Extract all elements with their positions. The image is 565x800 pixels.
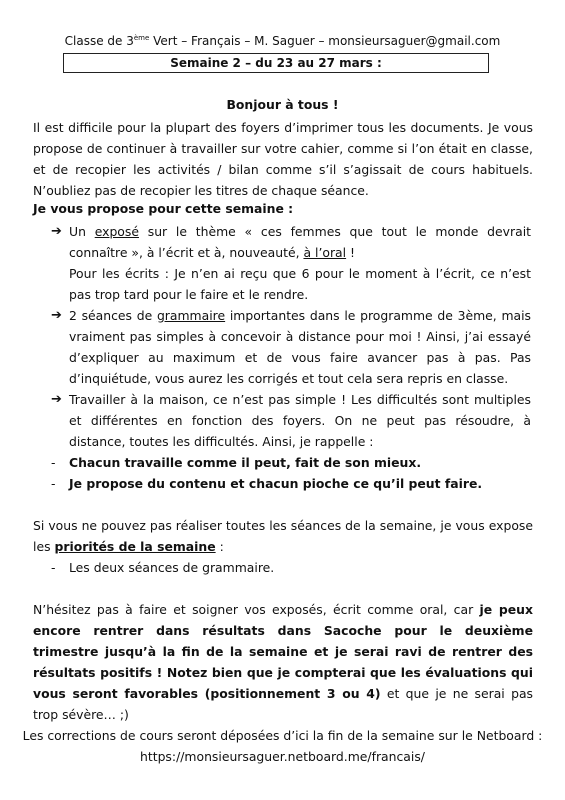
text: 2 séances de: [69, 308, 157, 323]
text: Un: [69, 224, 95, 239]
header-sup: ème: [133, 34, 150, 42]
encourage-paragraph: [33, 599, 533, 725]
bullet-expose: [69, 221, 531, 305]
corrections-text: Les corrections de cours seront déposées d’ici la fin de la semaine sur le Netboard :: [22, 728, 543, 743]
priorities-label: priorités de la semaine: [54, 539, 216, 554]
underlined-oral: à l’oral: [303, 245, 347, 260]
week-title-box: [63, 53, 489, 73]
underlined-expose: exposé: [94, 224, 139, 239]
bullet-home-work: Travailler à la maison, ce n’est pas simple ! Les difficultés sont multiples et différentes en fonction des foyers. On ne peut pas résoudre, à distance, toutes les difficultés. Ainsi, je rappelle :: [69, 392, 531, 449]
dash-item-1: Chacun travaille comme il peut, fait de son mieux.: [69, 455, 422, 470]
dash-bullet-icon: -: [51, 455, 56, 470]
week-title: Semaine 2 – du 23 au 27 mars :: [170, 56, 382, 70]
text: !: [346, 245, 355, 260]
priorities-paragraph: [33, 515, 533, 557]
text: sur le thème « ces femmes que tout le monde devrait connaître », à l’écrit et à, nouveauté,: [69, 224, 531, 260]
bold-statement: je peux encore rentrer dans résultats dans Sacoche pour le deuxième trimestre jusqu’à la fin de la semaine et je serai ravi de rentrer des résultats positifs ! Notez bien que je compterai que les évaluations qui vous seront favorables (positionnement 3 ou 4): [33, 602, 533, 701]
proposal-heading: Je vous propose pour cette semaine :: [33, 201, 294, 216]
text: :: [215, 539, 224, 554]
text: et que je ne serai pas trop sévère… ;): [33, 686, 533, 722]
underlined-grammaire: grammaire: [156, 308, 226, 323]
written-note: Pour les écrits : Je n’en ai reçu que 6 pour le moment à l’écrit, ce n’est pas trop tard pour le faire et le rendre.: [69, 266, 531, 302]
class-header: [0, 34, 565, 48]
dash-item-2: Je propose du contenu et chacun pioche ce qu’il peut faire.: [69, 476, 483, 491]
priority-item: Les deux séances de grammaire.: [69, 560, 275, 575]
right-arrow-bullet-icon: ➔: [51, 392, 62, 407]
corrections-paragraph: [0, 725, 565, 767]
intro-paragraph: Il est difficile pour la plupart des foyers d’imprimer tous les documents. Je vous propose de continuer à travailler sur votre cahier, comme si l’on était en classe, et de recopier les activités / bilan comme s’il s’agissait de cours habituels. N’oubliez pas de recopier les titres de chaque séance.: [33, 120, 533, 198]
right-arrow-bullet-icon: ➔: [51, 308, 62, 323]
header-suffix: Vert – Français – M. Saguer – monsieursaguer@gmail.com: [149, 34, 501, 48]
text: N’hésitez pas à faire et soigner vos exposés, écrit comme oral, car: [33, 602, 480, 617]
right-arrow-bullet-icon: ➔: [51, 224, 62, 239]
bullet-grammar: [69, 305, 531, 389]
text: Si vous ne pouvez pas réaliser toutes les séances de la semaine, je vous expose les: [33, 518, 533, 554]
text: importantes dans le programme de 3ème, mais vraiment pas simples à concevoir à distance pour moi ! Ainsi, j’ai essayé d’expliquer au maximum et de vous faire avancer pas à pas. Pas d’inquiétude, vous aurez les corrigés et tout cela sera repris en classe.: [69, 308, 532, 386]
greeting: Bonjour à tous !: [226, 97, 339, 112]
netboard-link[interactable]: https://monsieursaguer.netboard.me/francais/: [140, 749, 425, 764]
header-prefix: Classe de 3: [64, 34, 134, 48]
dash-bullet-icon: -: [51, 560, 56, 575]
dash-bullet-icon: -: [51, 476, 56, 491]
